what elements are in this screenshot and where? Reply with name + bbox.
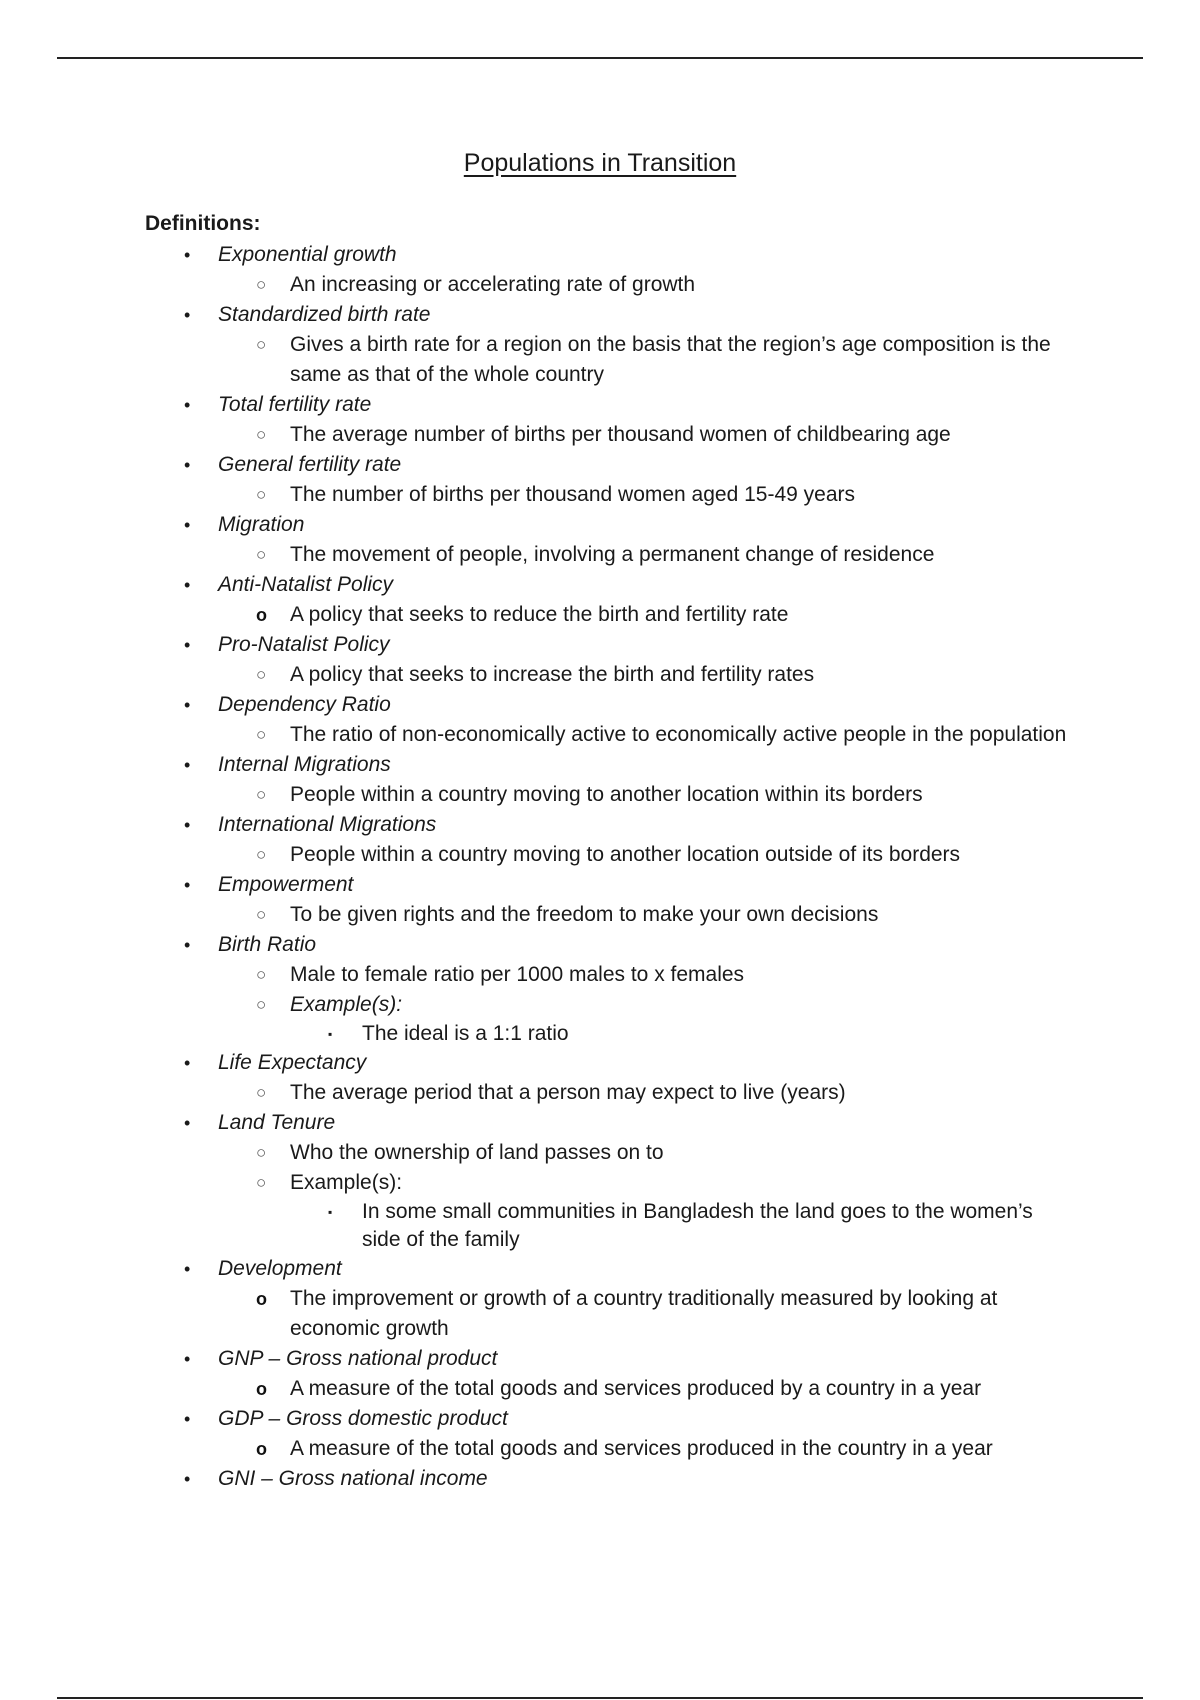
definition-list: [145, 780, 1075, 810]
definition-list: [145, 1374, 1075, 1404]
definition-item: [145, 660, 1075, 690]
term-label: [145, 810, 1075, 840]
term-land-tenure: [145, 1108, 1075, 1254]
term-label: [145, 930, 1075, 960]
definition-list: [145, 1078, 1075, 1108]
definition-text: The average period that a person may expect to live (years): [290, 1081, 846, 1104]
definition-list: [145, 420, 1075, 450]
definition-list: [145, 660, 1075, 690]
term-label: [145, 1464, 1075, 1494]
definition-item: [145, 780, 1075, 810]
bullet-icon: •: [184, 305, 191, 325]
term-label: [145, 240, 1075, 270]
bullet-icon: •: [184, 575, 191, 595]
example-text: In some small communities in Bangladesh the land goes to the women’s side of the family: [362, 1200, 1033, 1251]
definition-item: [145, 960, 1075, 990]
bullet-icon: •: [184, 1469, 191, 1489]
definition-list: [145, 960, 1075, 1020]
definition-text: The number of births per thousand women aged 15-49 years: [290, 483, 856, 506]
bold-circle-icon: o: [256, 1289, 267, 1309]
definition-list: [145, 900, 1075, 930]
term-label: [145, 1048, 1075, 1078]
term-text: Anti-Natalist Policy: [218, 573, 394, 596]
term-label: [145, 870, 1075, 900]
term-label: [145, 750, 1075, 780]
term-total-fertility-rate: [145, 390, 1075, 450]
example-item: [145, 990, 1075, 1020]
example-list: [145, 1020, 1075, 1048]
definition-item: [145, 1374, 1075, 1404]
definition-list: [145, 540, 1075, 570]
term-text: Land Tenure: [218, 1111, 336, 1134]
term-pro-natalist-policy: [145, 630, 1075, 690]
definition-text: The movement of people, involving a permanent change of residence: [290, 543, 935, 566]
term-dependency-ratio: [145, 690, 1075, 750]
definition-item: [145, 1284, 1075, 1344]
bullet-icon: •: [184, 1259, 191, 1279]
definition-text: A measure of the total goods and services produced in the country in a year: [290, 1437, 993, 1460]
definitions-list: [145, 240, 1075, 1494]
bullet-icon: •: [184, 1113, 191, 1133]
term-empowerment: [145, 870, 1075, 930]
open-circle-icon: ○: [256, 1143, 267, 1162]
bullet-icon: •: [184, 1349, 191, 1369]
definition-list: [145, 720, 1075, 750]
open-circle-icon: ○: [256, 545, 267, 564]
definition-item: [145, 720, 1075, 750]
definition-text: A policy that seeks to increase the birth and fertility rates: [290, 663, 815, 686]
example-label: Example(s):: [290, 1171, 403, 1194]
term-label: [145, 1254, 1075, 1284]
open-circle-icon: ○: [256, 1173, 267, 1192]
definition-list: [145, 330, 1075, 390]
term-label: [145, 1344, 1075, 1374]
term-label: [145, 570, 1075, 600]
term-text: General fertility rate: [218, 453, 402, 476]
bullet-icon: •: [184, 1053, 191, 1073]
term-gdp: [145, 1404, 1075, 1464]
square-bullet-icon: ▪: [328, 1027, 333, 1041]
open-circle-icon: ○: [256, 665, 267, 684]
bullet-icon: •: [184, 935, 191, 955]
open-circle-icon: ○: [256, 485, 267, 504]
term-label: [145, 450, 1075, 480]
term-anti-natalist-policy: [145, 570, 1075, 630]
bullet-icon: •: [184, 1409, 191, 1429]
open-circle-icon: ○: [256, 725, 267, 744]
bottom-rule: [57, 1697, 1143, 1699]
term-gni: [145, 1464, 1075, 1494]
term-text: Dependency Ratio: [218, 693, 391, 716]
open-circle-icon: ○: [256, 425, 267, 444]
definition-item: [145, 420, 1075, 450]
bullet-icon: •: [184, 635, 191, 655]
definition-text: The improvement or growth of a country traditionally measured by looking at economic growth: [290, 1287, 998, 1340]
definition-item: [145, 1078, 1075, 1108]
bullet-icon: •: [184, 695, 191, 715]
example-list: [145, 1198, 1075, 1254]
term-text: Life Expectancy: [218, 1051, 367, 1074]
term-text: GNP – Gross national product: [218, 1347, 498, 1370]
section-heading: Definitions:: [145, 212, 261, 235]
bullet-icon: •: [184, 245, 191, 265]
term-label: [145, 300, 1075, 330]
definition-list: [145, 1138, 1075, 1198]
definition-text: The ratio of non-economically active to economically active people in the population: [290, 723, 1067, 746]
document-body: [145, 209, 1075, 1494]
term-text: Exponential growth: [218, 243, 397, 266]
term-text: Empowerment: [218, 873, 354, 896]
definition-item: [145, 1434, 1075, 1464]
definition-text: People within a country moving to another location within its borders: [290, 783, 923, 806]
term-text: Pro-Natalist Policy: [218, 633, 390, 656]
bullet-icon: •: [184, 515, 191, 535]
term-internal-migrations: [145, 750, 1075, 810]
term-general-fertility-rate: [145, 450, 1075, 510]
term-text: Development: [218, 1257, 342, 1280]
bullet-icon: •: [184, 815, 191, 835]
definition-text: A policy that seeks to reduce the birth and fertility rate: [290, 603, 789, 626]
definition-text: Who the ownership of land passes on to: [290, 1141, 664, 1164]
example-item: [145, 1168, 1075, 1198]
definition-item: [145, 540, 1075, 570]
example-text-item: [145, 1020, 1075, 1048]
definition-text: Male to female ratio per 1000 males to x females: [290, 963, 745, 986]
open-circle-icon: ○: [256, 905, 267, 924]
term-text: Standardized birth rate: [218, 303, 431, 326]
term-text: GDP – Gross domestic product: [218, 1407, 508, 1430]
definition-list: [145, 840, 1075, 870]
bold-circle-icon: o: [256, 1379, 267, 1399]
bullet-icon: •: [184, 395, 191, 415]
term-label: [145, 510, 1075, 540]
open-circle-icon: ○: [256, 995, 267, 1014]
open-circle-icon: ○: [256, 335, 267, 354]
term-label: [145, 630, 1075, 660]
term-label: [145, 1108, 1075, 1138]
definition-item: [145, 600, 1075, 630]
definition-item: [145, 1138, 1075, 1168]
term-text: Total fertility rate: [218, 393, 372, 416]
term-migration: [145, 510, 1075, 570]
definition-list: [145, 270, 1075, 300]
term-label: [145, 390, 1075, 420]
definition-item: [145, 900, 1075, 930]
open-circle-icon: ○: [256, 845, 267, 864]
square-bullet-icon: ▪: [328, 1205, 333, 1219]
bullet-icon: •: [184, 875, 191, 895]
term-text: GNI – Gross national income: [218, 1467, 488, 1490]
term-text: Migration: [218, 513, 305, 536]
definition-item: [145, 270, 1075, 300]
definition-text: Gives a birth rate for a region on the basis that the region’s age composition is the same as that of the whole country: [290, 333, 1051, 386]
example-text: The ideal is a 1:1 ratio: [362, 1022, 569, 1045]
term-exponential-growth: [145, 240, 1075, 300]
bold-circle-icon: o: [256, 1439, 267, 1459]
term-text: International Migrations: [218, 813, 437, 836]
open-circle-icon: ○: [256, 965, 267, 984]
open-circle-icon: ○: [256, 1083, 267, 1102]
example-text-item: [145, 1198, 1075, 1254]
term-text: Internal Migrations: [218, 753, 391, 776]
definition-text: An increasing or accelerating rate of growth: [290, 273, 696, 296]
top-rule: [57, 57, 1143, 59]
definition-text: The average number of births per thousand women of childbearing age: [290, 423, 951, 446]
term-development: [145, 1254, 1075, 1344]
term-label: [145, 1404, 1075, 1434]
definition-text: People within a country moving to another location outside of its borders: [290, 843, 961, 866]
term-birth-ratio: [145, 930, 1075, 1048]
term-life-expectancy: [145, 1048, 1075, 1108]
definition-list: [145, 1284, 1075, 1344]
bullet-icon: •: [184, 455, 191, 475]
example-label: Example(s):: [290, 993, 403, 1016]
bullet-icon: •: [184, 755, 191, 775]
page-title-text: Populations in Transition: [463, 149, 737, 177]
term-label: [145, 690, 1075, 720]
open-circle-icon: ○: [256, 785, 267, 804]
definition-text: A measure of the total goods and services produced by a country in a year: [290, 1377, 982, 1400]
term-text: Birth Ratio: [218, 933, 317, 956]
definition-item: [145, 840, 1075, 870]
definition-text: To be given rights and the freedom to make your own decisions: [290, 903, 879, 926]
definition-item: [145, 330, 1075, 390]
open-circle-icon: ○: [256, 275, 267, 294]
definition-item: [145, 480, 1075, 510]
definition-list: [145, 480, 1075, 510]
term-standardized-birth-rate: [145, 300, 1075, 390]
bold-circle-icon: o: [256, 605, 267, 625]
term-international-migrations: [145, 810, 1075, 870]
term-gnp: [145, 1344, 1075, 1404]
definition-list: [145, 600, 1075, 630]
definition-list: [145, 1434, 1075, 1464]
page-title: [0, 146, 1200, 180]
